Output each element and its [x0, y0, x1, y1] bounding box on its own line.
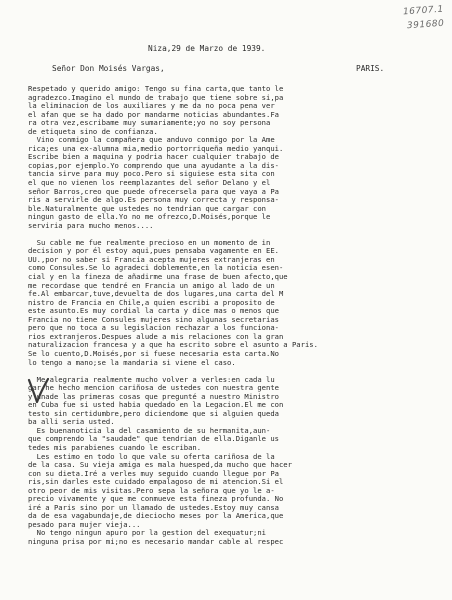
letter-line: precio vivamente y que me conmueve esta fineza profunda. No	[28, 495, 284, 504]
letter-line: naturalizacion francesa y a que ha escrito sobre el asunto a Paris.	[28, 341, 318, 350]
letter-line: como Consules.Se lo agradeci doblemente,en la noticia esen-	[28, 264, 284, 273]
letter-line: agradezco.Imagino el mundo de trabajo que tiene sobre si,pa	[28, 93, 284, 102]
letter-line	[28, 230, 448, 239]
letter-line: lo tengo a mano;se la mandaria si viene el caso.	[28, 358, 236, 367]
letter-line: copias,por ejemplo.Yo comprendo que una ayudante a la dis-	[28, 161, 279, 170]
letter-line: me recordase que tendré en Francia un amigo al lado de un	[28, 281, 275, 290]
letter-line: No tengo ningun apuro por la gestion del exequatur;ni	[28, 529, 266, 538]
letter-line: pesado para mujer vieja...	[28, 520, 141, 529]
letter-body	[28, 85, 448, 547]
letter-line: Escribe bien a maquina y podria hacer cualquier trabajo de	[28, 153, 279, 162]
handwritten-v-mark-icon	[27, 378, 49, 404]
letter-line: este asunto.Es muy cordial la carta y dice mas o menos que	[28, 307, 279, 316]
letter-line: Respetado y querido amigo: Tengo su fina carta,que tanto le	[28, 85, 284, 93]
letter-line: nistro de Francia en Chile,a quien escribi a proposito de	[28, 298, 275, 307]
letter-line: ninguna prisa por mi;no es necesario mandar cable al respec	[28, 537, 284, 546]
letter-line: Les estimo en todo lo que vale su oferta cariñosa de la	[28, 452, 275, 461]
letter-line: y unade las primeras cosas que pregunté a nuestro Ministro	[28, 392, 279, 401]
letter-line: ra otra vez,escribame muy sumariamente;yo no soy persona	[28, 119, 271, 128]
letter-line: Francia no tiene Consules mujeres sino algunas secretarias	[28, 315, 279, 324]
letter-line: rica;es una ex-alumna mia,medio portorriqueña medio yanqui.	[28, 144, 284, 153]
letter-line: tedes mis parabienes cuando le escriban.	[28, 443, 202, 452]
letter-line: que comprendo la "saudade" que tendrian de ella.Diganle us	[28, 435, 279, 444]
letter-addressee: Señor Don Moisés Vargas,	[52, 64, 165, 73]
letter-line: tancia sirve para muy poco.Pero si siguiese esta sita con	[28, 170, 275, 179]
letter-line: Se lo cuento,D.Moisés,por si fuese necesaria esta carta.No	[28, 349, 279, 358]
letter-line: de la casa. Su vieja amiga es mala huesped,da mucho que hacer	[28, 461, 292, 470]
letter-line: señor Barros,creo que puede ofrecersela para que vaya a Pa	[28, 187, 279, 196]
letter-city: PARIS.	[356, 64, 385, 73]
letter-line: otro peor de mis visitas.Pero sepa la señora que yo le a-	[28, 486, 275, 495]
letter-line: en Cuba fue si usted habia quedado en la Legacion.El me con	[28, 401, 284, 410]
letter-line: Es buenanoticia la del casamiento de su hermanita,aun-	[28, 426, 271, 435]
letter-line: pero que no toca a su legislacion rechazar a los funciona-	[28, 324, 279, 333]
letter-line: ble.Naturalmente que ustedes no tendrian que cargar con	[28, 204, 266, 213]
letter-line: Vino conmigo la compañera que anduvo conmigo por la Ame	[28, 136, 275, 145]
letter-line: ningun gasto de ella.Yo no me ofrezco,D.Moisés,porque le	[28, 213, 271, 222]
letter-line: el afan que se ha dado por mandarme noticias abundantes.Fa	[28, 110, 279, 119]
letter-line: decision y por él estoy aqui,pues pensaba vagamente en EE.	[28, 247, 279, 256]
letter-line: cial y en la fineza de añadirme una frase de buen afecto,que	[28, 273, 288, 282]
letter-line: con su dieta.Iré a verles muy seguido cuando llegue por Pa	[28, 469, 279, 478]
letter-line: ris a servirle de algo.Es persona muy correcta y responsa-	[28, 196, 279, 205]
letter-line: UU.,por no saber si Francia acepta mujeres extranjeras en	[28, 255, 275, 264]
letter-dateline: Niza,29 de Marzo de 1939.	[148, 44, 266, 53]
letter-line: iré a Paris sino por un llamado de ustedes.Estoy muy cansa	[28, 503, 279, 512]
letter-line: rios extranjeros.Despues alude a mis relaciones con la gran	[28, 332, 284, 341]
letter-line: testo sin certidumbre,pero diciendome que si alguien queda	[28, 409, 279, 418]
letter-line: la eliminacion de los auxiliares y me da no poca pena ver	[28, 102, 275, 111]
letter-line: de etiqueta sino de confianza.	[28, 127, 158, 136]
archive-code-primary: 16707.1	[402, 4, 445, 18]
letter-line: ris,sin darles este cuidado empalagoso de mi atencion.Si el	[28, 478, 284, 487]
archive-code-secondary: 391680	[406, 18, 445, 32]
letter-line: fe.Al embarcar,tuve,devuelta de dos lugares,una carta del M	[28, 290, 284, 299]
letter-line: da de esa vagabundaje,de dieciocho meses por la America,que	[28, 512, 284, 521]
letter-line: gar he hecho mencion cariñosa de ustedes con nuestra gente	[28, 384, 279, 393]
letter-line: Su cable me fue realmente precioso en un momento de in	[28, 238, 271, 247]
letter-line: ba alli seria usted.	[28, 418, 115, 427]
letter-line: Me alegraria realmente mucho volver a verles:en cada lu	[28, 375, 275, 384]
letter-line: el que no vienen los reemplazantes del señor Delano y el	[28, 179, 271, 188]
letter-line: serviria para mucho menos....	[28, 221, 154, 230]
letter-line	[28, 367, 448, 376]
